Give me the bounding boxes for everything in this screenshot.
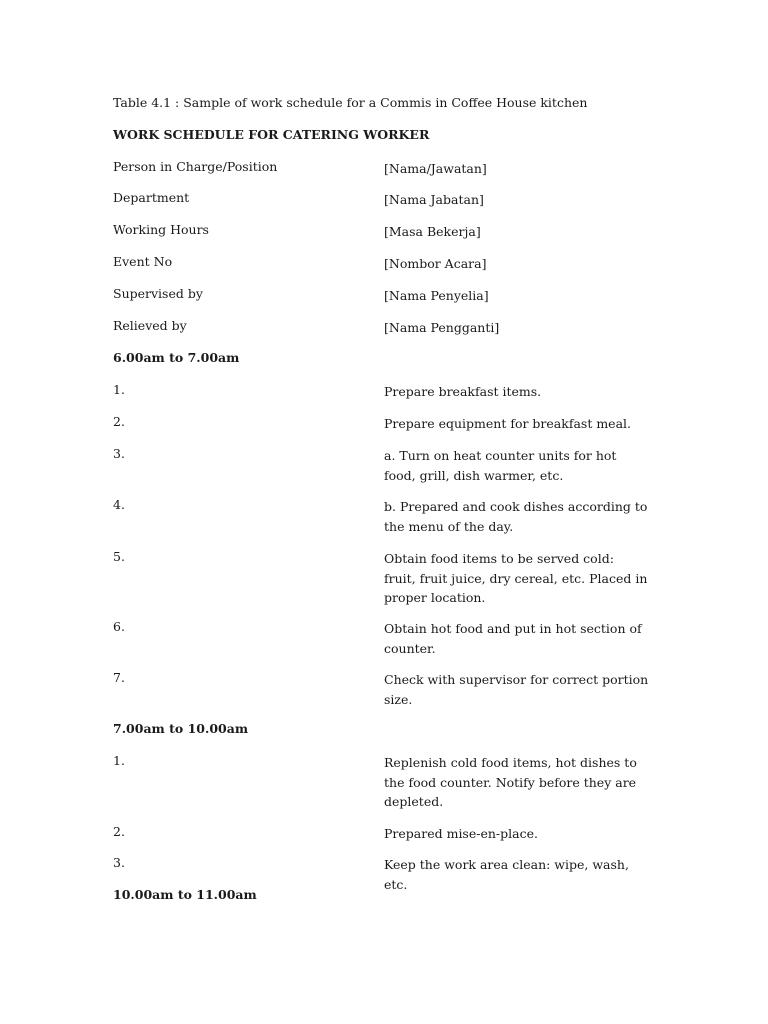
task-number: 3. bbox=[113, 855, 125, 870]
info-value: [Nama/Jawatan] bbox=[384, 161, 487, 176]
task-text: Prepare breakfast items. bbox=[384, 384, 542, 399]
info-value: [Nama Pengganti] bbox=[384, 320, 500, 335]
task-number: 1. bbox=[113, 753, 125, 768]
info-value: [Masa Bekerja] bbox=[384, 224, 481, 239]
info-label: Supervised by bbox=[113, 286, 203, 301]
task-text: a. Turn on heat counter units for hot food, grill, dish warmer, etc. bbox=[384, 448, 617, 483]
document-heading: WORK SCHEDULE FOR CATERING WORKER bbox=[113, 127, 430, 142]
section-time-heading: 6.00am to 7.00am bbox=[113, 350, 240, 365]
info-label: Relieved by bbox=[113, 318, 187, 333]
task-number: 3. bbox=[113, 446, 125, 461]
info-value: [Nombor Acara] bbox=[384, 256, 487, 271]
table-caption: Table 4.1 : Sample of work schedule for a Commis in Coffee House kitchen bbox=[113, 95, 588, 110]
task-number: 2. bbox=[113, 414, 125, 429]
section-time-heading: 7.00am to 10.00am bbox=[113, 721, 249, 736]
info-label: Event No bbox=[113, 254, 173, 269]
info-label: Person in Charge/Position bbox=[113, 159, 278, 174]
info-value: [Nama Penyelia] bbox=[384, 288, 489, 303]
task-text: Check with supervisor for correct portion size. bbox=[384, 672, 649, 707]
task-number: 7. bbox=[113, 670, 125, 685]
info-label: Department bbox=[113, 190, 190, 205]
task-number: 1. bbox=[113, 382, 125, 397]
task-text: Replenish cold food items, hot dishes to the food counter. Notify before they are depleted. bbox=[384, 755, 637, 809]
task-text: Prepared mise-en-place. bbox=[384, 826, 538, 841]
section-time-heading: 10.00am to 11.00am bbox=[113, 887, 257, 902]
task-number: 2. bbox=[113, 824, 125, 839]
info-value: [Nama Jabatan] bbox=[384, 192, 484, 207]
task-text: Keep the work area clean: wipe, wash, etc. bbox=[384, 857, 629, 892]
task-text: Obtain hot food and put in hot section of counter. bbox=[384, 621, 642, 656]
task-number: 6. bbox=[113, 619, 125, 634]
task-number: 4. bbox=[113, 497, 125, 512]
task-text: Obtain food items to be served cold: fruit, fruit juice, dry cereal, etc. Placed in proper location. bbox=[384, 551, 648, 605]
task-text: b. Prepared and cook dishes according to the menu of the day. bbox=[384, 499, 648, 534]
task-number: 5. bbox=[113, 549, 125, 564]
info-label: Working Hours bbox=[113, 222, 209, 237]
task-text: Prepare equipment for breakfast meal. bbox=[384, 416, 631, 431]
